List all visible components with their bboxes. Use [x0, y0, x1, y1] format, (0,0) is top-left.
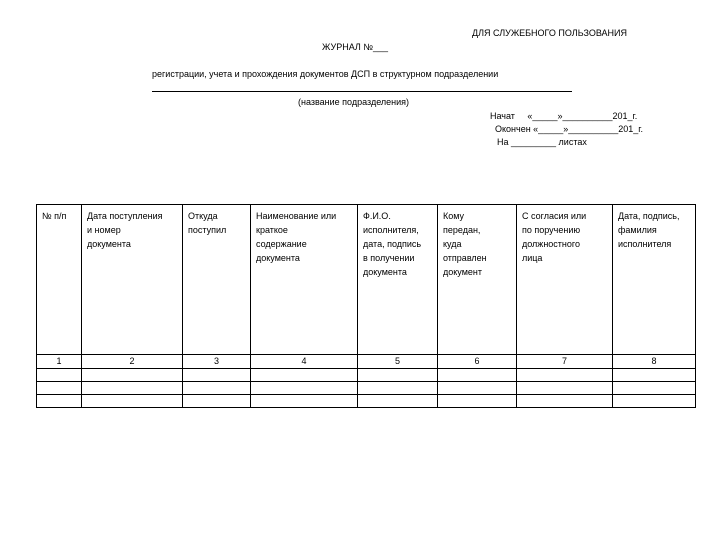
column-number-row: [37, 355, 696, 369]
table-row: [37, 382, 696, 395]
table-cell: [358, 395, 438, 408]
table-cell: [517, 382, 613, 395]
column-header: С согласия или по поручению должностного лица: [517, 205, 613, 355]
table-cell: [37, 395, 82, 408]
column-header: Ф.И.О. исполнителя, дата, подпись в получении документа: [358, 205, 438, 355]
table-cell: [251, 395, 358, 408]
table-cell: [183, 395, 251, 408]
column-header: Откуда поступил: [183, 205, 251, 355]
column-header: Кому передан, куда отправлен документ: [438, 205, 517, 355]
unit-name-caption: (название подразделения): [298, 97, 410, 107]
table-cell: [517, 395, 613, 408]
table-cell: [251, 369, 358, 382]
column-number: 8: [613, 355, 696, 369]
table-cell: [183, 369, 251, 382]
table-cell: [358, 382, 438, 395]
column-number: 5: [358, 355, 438, 369]
table-cell: [613, 395, 696, 408]
column-number: 1: [37, 355, 82, 369]
table-cell: [37, 369, 82, 382]
table-cell: [82, 382, 183, 395]
table-cell: [251, 382, 358, 395]
table-cell: [358, 369, 438, 382]
table-cell: [613, 382, 696, 395]
column-number: 3: [183, 355, 251, 369]
sheets-count: На _________ листах: [497, 137, 587, 147]
table-header-row: [37, 205, 696, 355]
table-row: [37, 395, 696, 408]
journal-title: ЖУРНАЛ №___: [322, 42, 389, 52]
journal-subtitle: регистрации, учета и прохождения документов ДСП в структурном подразделении: [152, 69, 499, 79]
table-cell: [517, 369, 613, 382]
column-number: 6: [438, 355, 517, 369]
table-cell: [82, 369, 183, 382]
unit-name-line: [152, 91, 572, 92]
table-cell: [37, 382, 82, 395]
table-cell: [438, 369, 517, 382]
column-number: 4: [251, 355, 358, 369]
table-cell: [438, 395, 517, 408]
table-cell: [82, 395, 183, 408]
table-cell: [438, 382, 517, 395]
started-date: Начат «_____»__________201_г.: [490, 111, 638, 121]
column-header: Дата поступления и номер документа: [82, 205, 183, 355]
column-header: № п/п: [37, 205, 82, 355]
column-header: Наименование или краткое содержание документа: [251, 205, 358, 355]
table-cell: [183, 382, 251, 395]
table-cell: [613, 369, 696, 382]
table-row: [37, 369, 696, 382]
finished-date: Окончен «_____»__________201_г.: [495, 124, 643, 134]
column-header: Дата, подпись, фамилия исполнителя: [613, 205, 696, 355]
registration-table: [36, 204, 696, 408]
column-number: 7: [517, 355, 613, 369]
classification-label: ДЛЯ СЛУЖЕБНОГО ПОЛЬЗОВАНИЯ: [472, 28, 628, 38]
column-number: 2: [82, 355, 183, 369]
